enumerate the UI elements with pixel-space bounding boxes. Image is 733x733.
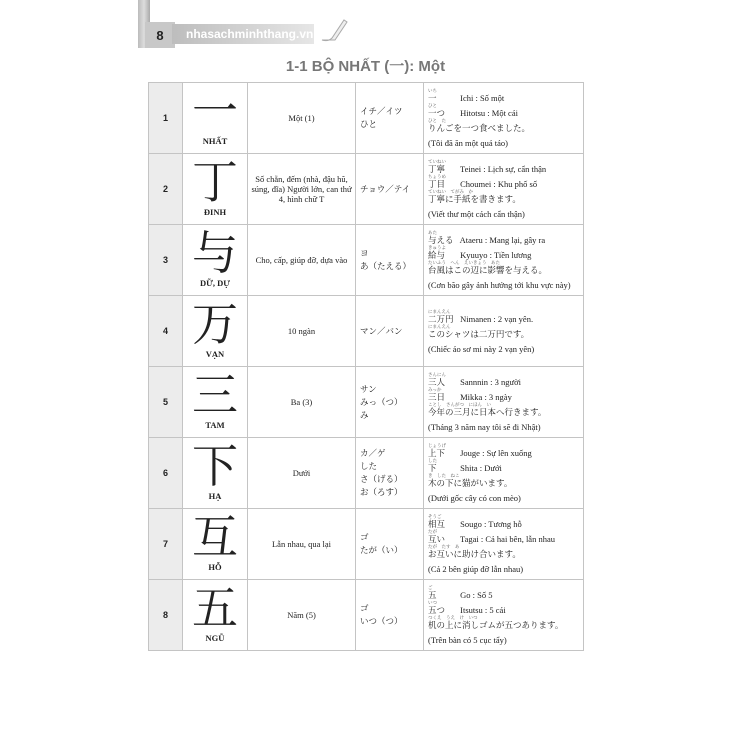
example-line (428, 600, 583, 615)
example-line (428, 174, 583, 189)
example-line (428, 514, 583, 529)
kanji-glyph: 下 (192, 439, 238, 493)
kanji-glyph: 丁 (192, 155, 238, 209)
furigana: あた (428, 230, 437, 235)
example-text: Hitotsu : Một cái (460, 108, 518, 118)
kanji-cell (183, 154, 248, 225)
readings-cell (356, 225, 424, 296)
readings-cell (356, 83, 424, 154)
example-text: Itsutsu : 5 cái (460, 605, 506, 615)
kanji-cell (183, 296, 248, 367)
reading: チョウ／テイ (360, 183, 411, 194)
reading: ひと (360, 119, 378, 129)
example-word: 互い (428, 534, 446, 544)
table-row (149, 509, 584, 580)
example-word: 一つ (428, 108, 446, 118)
reading: みっ（つ） (360, 396, 403, 407)
row-number: 6 (149, 438, 183, 509)
meaning-cell: 10 ngàn (248, 296, 356, 367)
example-line (428, 159, 583, 174)
furigana: いつ (428, 600, 437, 605)
example-line (428, 402, 583, 417)
meaning-cell: Một (1) (248, 83, 356, 154)
kanji-cell (183, 83, 248, 154)
examples-cell (424, 367, 584, 438)
furigana: たいふう へん えいきょう あた (428, 260, 500, 265)
kanji-cell (183, 225, 248, 296)
example-line (428, 372, 583, 387)
kanji-glyph: 万 (192, 297, 238, 351)
row-number: 5 (149, 367, 183, 438)
furigana: ひと た (428, 118, 446, 123)
row-number: 7 (149, 509, 183, 580)
kanji-cell (183, 509, 248, 580)
table-row (149, 367, 584, 438)
readings-cell (356, 438, 424, 509)
kanji-name: HỖ (208, 562, 222, 572)
example-line (428, 88, 583, 103)
readings-cell (356, 154, 424, 225)
table-row (149, 154, 584, 225)
reading: した (360, 461, 378, 471)
kanji-glyph: 三 (192, 368, 238, 422)
example-line (428, 488, 583, 503)
reading: たが（い） (360, 545, 403, 555)
example-line (428, 275, 583, 290)
example-text: Kyuuyo : Tiền lương (460, 250, 532, 260)
example-line (428, 559, 583, 574)
kanji-table (148, 82, 584, 651)
example-text: 今年の三月に日本へ行きます。 (428, 407, 547, 417)
example-text: Jouge : Sự lên xuống (460, 448, 532, 458)
reading: み (360, 409, 369, 420)
table-row (149, 83, 584, 154)
example-text: 丁寧に手紙を書きます。 (428, 194, 521, 204)
example-line (428, 387, 583, 402)
table-row (149, 438, 584, 509)
kanji-cell (183, 367, 248, 438)
example-line (428, 324, 583, 339)
reading: いつ（つ） (360, 616, 403, 626)
kanji-glyph: 互 (192, 510, 238, 564)
example-line (428, 443, 583, 458)
site-banner: nhasachminhthang.vn (172, 24, 314, 44)
example-word: 一 (428, 93, 437, 103)
example-text: りんごを一つ食べました。 (428, 123, 531, 133)
example-word: 下 (428, 463, 437, 473)
example-text: このシャツは二万円です。 (428, 328, 530, 339)
example-text: (Cơn bão gây ảnh hưởng tới khu vực này) (428, 280, 571, 290)
example-text: Go : Số 5 (460, 590, 493, 600)
reading: さ（げる） (360, 474, 403, 484)
kanji-glyph: 与 (192, 226, 238, 280)
examples-cell (424, 296, 584, 367)
example-line (428, 630, 583, 645)
example-text: Mikka : 3 ngày (460, 392, 512, 402)
example-line (428, 204, 583, 219)
row-number: 4 (149, 296, 183, 367)
furigana: ことし さんがつ にほん い (428, 402, 491, 407)
reading: サン (360, 383, 377, 394)
furigana: きゅうよ (428, 245, 446, 250)
example-text: (Chiếc áo sơ mi này 2 vạn yên) (428, 343, 535, 354)
row-number: 3 (149, 225, 183, 296)
pencil-icon (318, 16, 348, 44)
example-word: 五 (428, 590, 437, 600)
kanji-name: DỮ, DỰ (199, 278, 231, 288)
table-row (149, 580, 584, 651)
furigana: みっか (428, 387, 442, 392)
examples-cell (424, 509, 584, 580)
example-word: 二万円 (428, 313, 454, 324)
kanji-name: TAM (205, 420, 225, 430)
example-text: Ataeru : Mang lại, gây ra (459, 235, 546, 245)
page-title: 1-1 BỘ NHẤT (一): Một (285, 58, 446, 75)
example-word: 三人 (428, 377, 446, 387)
kanji-glyph: 五 (192, 581, 238, 635)
examples-cell (424, 83, 584, 154)
reading: ゴ (360, 532, 369, 542)
examples-cell (424, 438, 584, 509)
furigana: き した ねこ (428, 473, 460, 478)
kanji-name: NHẤT (202, 136, 228, 146)
example-text: Sougo : Tương hỗ (460, 519, 522, 529)
example-word: 三日 (428, 392, 446, 402)
row-number: 2 (149, 154, 183, 225)
example-line (428, 103, 583, 118)
example-text: 机の上に消しゴムが五つあります。 (428, 620, 564, 630)
furigana: ひと (428, 103, 437, 108)
furigana: した (428, 458, 437, 463)
example-text: お互いに助け合います。 (428, 549, 521, 559)
example-line (428, 585, 583, 600)
example-text: Shita : Dưới (460, 463, 502, 473)
example-line (428, 230, 583, 245)
furigana: たが (428, 529, 437, 534)
example-text: Nimanen : 2 vạn yên. (460, 313, 534, 324)
reading: ゴ (360, 603, 369, 613)
example-text: (Tôi đã ăn một quả táo) (428, 138, 509, 148)
example-line (428, 309, 583, 324)
example-word: 与える (428, 235, 454, 245)
example-line (428, 615, 583, 630)
table-row (149, 225, 584, 296)
example-text: (Cả 2 bên giúp đỡ lẫn nhau) (428, 564, 524, 574)
example-word: 給与 (428, 250, 446, 260)
furigana: さんにん (428, 372, 446, 377)
example-line (428, 118, 583, 133)
example-text: (Dưới gốc cây có con mèo) (428, 493, 521, 503)
kanji-name: NGŨ (205, 633, 225, 643)
row-number: 1 (149, 83, 183, 154)
example-word: 丁目 (428, 179, 446, 189)
example-line (428, 458, 583, 473)
kanji-name: VẠN (205, 349, 225, 359)
example-text: Choumei : Khu phố số (460, 179, 538, 189)
example-word: 五つ (428, 605, 446, 615)
example-line (428, 339, 583, 354)
furigana: ちょうめ (428, 174, 446, 179)
meaning-cell: Số chẵn, đếm (nhà, đậu hũ, súng, đĩa) Người lớn, can thứ 4, hình chữ T (248, 154, 356, 225)
example-line (428, 245, 583, 260)
example-line (428, 473, 583, 488)
example-line (428, 544, 583, 559)
example-line (428, 189, 583, 204)
examples-cell (424, 154, 584, 225)
reading: ヨ (360, 248, 369, 258)
readings-cell (356, 509, 424, 580)
example-text: 木の下に猫がいます。 (428, 478, 513, 488)
example-line (428, 133, 583, 148)
meaning-cell: Cho, cấp, giúp đỡ, dựa vào (248, 225, 356, 296)
furigana: ていねい (428, 159, 446, 164)
reading: お（ろす） (360, 487, 403, 497)
example-line (428, 417, 583, 432)
examples-cell (424, 225, 584, 296)
example-word: 丁寧 (428, 164, 446, 174)
furigana: にまんえん (428, 323, 451, 329)
example-text: Sannnin : 3 người (460, 377, 521, 387)
page-number: 8 (145, 22, 175, 48)
example-text: 台風はこの辺に影響を与える。 (428, 265, 548, 275)
example-text: (Trên bàn có 5 cục tẩy) (428, 635, 507, 645)
meaning-cell: Lẫn nhau, qua lại (248, 509, 356, 580)
reading: カ／ゲ (360, 448, 386, 458)
furigana: じょうげ (428, 443, 446, 448)
readings-cell (356, 367, 424, 438)
meaning-cell: Ba (3) (248, 367, 356, 438)
reading: イチ／イツ (360, 106, 403, 116)
example-text: (Viết thư một cách cẩn thận) (428, 209, 525, 219)
kanji-cell (183, 438, 248, 509)
example-line (428, 260, 583, 275)
reading: マン／バン (360, 325, 403, 336)
furigana: ていねい てがみ か (428, 189, 473, 194)
kanji-cell (183, 580, 248, 651)
example-text: Ichi : Số một (460, 93, 505, 103)
example-line (428, 529, 583, 544)
readings-cell (356, 580, 424, 651)
furigana: そうご (428, 514, 442, 519)
furigana: ご (428, 585, 433, 590)
row-number: 8 (149, 580, 183, 651)
readings-cell (356, 296, 424, 367)
meaning-cell: Năm (5) (248, 580, 356, 651)
example-word: 相互 (428, 519, 446, 529)
kanji-name: HẠ (208, 491, 222, 501)
furigana: にまんえん (428, 308, 451, 314)
furigana: いち (428, 88, 437, 93)
furigana: たが たす あ (428, 544, 460, 549)
meaning-cell: Dưới (248, 438, 356, 509)
example-text: Tagai : Cả hai bên, lẫn nhau (459, 534, 555, 544)
kanji-name: ĐINH (203, 207, 227, 217)
reading: あ（たえる） (360, 261, 412, 271)
furigana: つくえ うえ け いつ (428, 615, 478, 620)
example-word: 上下 (428, 448, 446, 458)
example-text: (Tháng 3 năm nay tôi sẽ đi Nhật) (428, 422, 541, 432)
table-row (149, 296, 584, 367)
kanji-glyph: 一 (192, 84, 238, 138)
examples-cell (424, 580, 584, 651)
example-text: Teinei : Lịch sự, cẩn thận (459, 164, 547, 174)
